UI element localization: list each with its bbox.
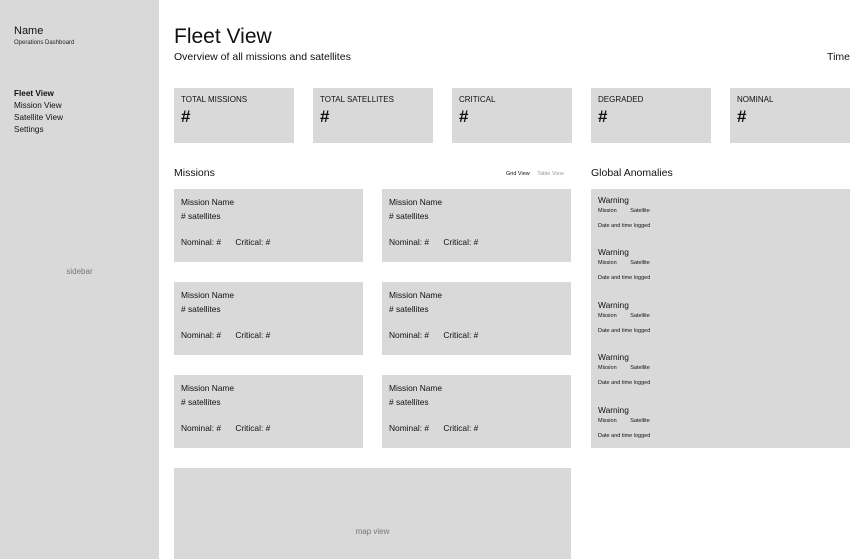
stat-label: TOTAL MISSIONS <box>181 95 248 104</box>
stat-label: DEGRADED <box>598 95 644 104</box>
mission-satellite-count: # satellites <box>181 397 221 407</box>
mission-card[interactable] <box>174 375 363 448</box>
mission-status-row <box>181 237 282 247</box>
anomaly-timestamp: Date and time logged <box>598 275 651 281</box>
mission-card[interactable] <box>174 282 363 355</box>
anomaly-satellite: Satellite <box>630 418 650 424</box>
sidebar-item-settings[interactable]: Settings <box>14 125 44 134</box>
sidebar-item-fleet-view[interactable]: Fleet View <box>14 89 54 98</box>
map-view-label: map view <box>355 527 390 536</box>
anomaly-meta <box>598 418 662 424</box>
anomaly-mission: Mission <box>598 208 617 214</box>
stat-value: # <box>459 107 469 126</box>
mission-name: Mission Name <box>389 290 443 300</box>
stat-label: TOTAL SATELLITES <box>320 95 394 104</box>
anomaly-item[interactable] <box>598 247 662 281</box>
mission-critical-count: Critical: # <box>443 423 479 433</box>
mission-nominal-count: Nominal: # <box>181 330 222 340</box>
anomalies-panel <box>591 189 850 448</box>
mission-satellite-count: # satellites <box>181 211 221 221</box>
anomaly-level: Warning <box>598 300 629 310</box>
mission-card[interactable] <box>382 375 571 448</box>
sidebar-nav <box>14 88 63 136</box>
view-toggle <box>506 171 564 177</box>
mission-satellite-count: # satellites <box>389 397 429 407</box>
stat-card-total-missions <box>174 88 294 143</box>
anomaly-level: Warning <box>598 247 629 257</box>
anomaly-level: Warning <box>598 195 629 205</box>
stat-value: # <box>598 107 608 126</box>
stat-card-nominal <box>730 88 850 143</box>
stat-value: # <box>320 107 330 126</box>
mission-status-row <box>389 330 490 340</box>
anomaly-level: Warning <box>598 352 629 362</box>
sidebar <box>0 0 159 559</box>
mission-name: Mission Name <box>181 197 235 207</box>
page-subtitle: Overview of all missions and satellites <box>174 51 351 63</box>
anomaly-item[interactable] <box>598 300 662 334</box>
sidebar-item-satellite-view[interactable]: Satellite View <box>14 113 64 122</box>
mission-critical-count: Critical: # <box>443 237 479 247</box>
anomaly-meta <box>598 313 662 319</box>
anomaly-mission: Mission <box>598 365 617 371</box>
mission-critical-count: Critical: # <box>235 330 271 340</box>
anomalies-section-title: Global Anomalies <box>591 167 673 179</box>
mission-nominal-count: Nominal: # <box>389 423 430 433</box>
mission-nominal-count: Nominal: # <box>389 237 430 247</box>
map-view[interactable] <box>174 468 571 559</box>
mission-satellite-count: # satellites <box>389 211 429 221</box>
anomaly-satellite: Satellite <box>630 208 650 214</box>
stat-label: CRITICAL <box>459 95 496 104</box>
anomaly-timestamp: Date and time logged <box>598 328 651 334</box>
mission-name: Mission Name <box>389 197 443 207</box>
mission-name: Mission Name <box>181 383 235 393</box>
grid-view-toggle[interactable]: Grid View <box>506 171 530 177</box>
mission-name: Mission Name <box>389 383 443 393</box>
sidebar-item-mission-view[interactable]: Mission View <box>14 101 62 110</box>
mission-nominal-count: Nominal: # <box>181 237 222 247</box>
mission-satellite-count: # satellites <box>389 304 429 314</box>
mission-card[interactable] <box>382 282 571 355</box>
mission-critical-count: Critical: # <box>235 423 271 433</box>
mission-nominal-count: Nominal: # <box>181 423 222 433</box>
anomaly-timestamp: Date and time logged <box>598 223 651 229</box>
stat-label: NOMINAL <box>737 95 774 104</box>
table-view-toggle[interactable]: Table View <box>537 171 564 177</box>
mission-status-row <box>389 423 490 433</box>
stat-value: # <box>737 107 747 126</box>
mission-name: Mission Name <box>181 290 235 300</box>
stat-card-critical <box>452 88 572 143</box>
anomaly-item[interactable] <box>598 195 662 229</box>
anomaly-timestamp: Date and time logged <box>598 433 651 439</box>
stat-card-total-satellites <box>313 88 433 143</box>
anomaly-satellite: Satellite <box>630 313 650 319</box>
anomaly-meta <box>598 365 662 371</box>
anomaly-satellite: Satellite <box>630 260 650 266</box>
mission-satellite-count: # satellites <box>181 304 221 314</box>
app-name: Name <box>14 25 44 37</box>
page-title: Fleet View <box>174 25 272 48</box>
anomaly-item[interactable] <box>598 405 662 439</box>
missions-section-title: Missions <box>174 167 215 179</box>
mission-critical-count: Critical: # <box>235 237 271 247</box>
stat-value: # <box>181 107 191 126</box>
anomaly-mission: Mission <box>598 313 617 319</box>
mission-status-row <box>181 423 282 433</box>
time-display: Time <box>827 51 850 63</box>
anomaly-meta <box>598 260 662 266</box>
mission-nominal-count: Nominal: # <box>389 330 430 340</box>
mission-critical-count: Critical: # <box>443 330 479 340</box>
stat-card-degraded <box>591 88 711 143</box>
sidebar-placeholder-label: sidebar <box>66 267 93 276</box>
mission-card[interactable] <box>174 189 363 262</box>
anomaly-item[interactable] <box>598 352 662 386</box>
app-subtitle: Operations Dashboard <box>14 40 75 46</box>
anomaly-mission: Mission <box>598 418 617 424</box>
anomaly-mission: Mission <box>598 260 617 266</box>
anomaly-timestamp: Date and time logged <box>598 380 651 386</box>
mission-card[interactable] <box>382 189 571 262</box>
mission-status-row <box>389 237 490 247</box>
anomaly-level: Warning <box>598 405 629 415</box>
mission-status-row <box>181 330 282 340</box>
anomaly-meta <box>598 208 662 214</box>
anomaly-satellite: Satellite <box>630 365 650 371</box>
